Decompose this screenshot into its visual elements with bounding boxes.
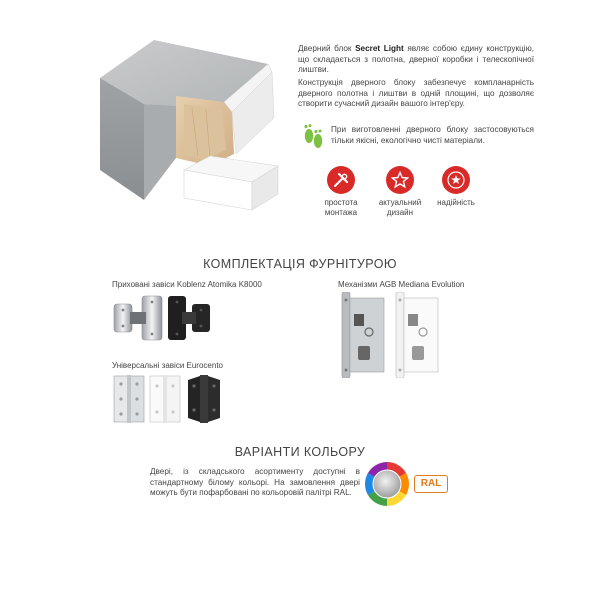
universal-hinge-white-image bbox=[148, 374, 182, 424]
universal-hinge-black-image bbox=[186, 374, 222, 424]
ral-badge: RAL bbox=[414, 475, 448, 493]
universal-hinge-chrome-image bbox=[112, 374, 146, 424]
intro-paragraph-2: Конструкція дверного блоку забезпечує компланарність дверного полотна і лиштви в одній площині, що дозволяє створити сучасний дизайн вашого інтер'єру. bbox=[298, 78, 534, 109]
color-variants-text: Двері, із складського асортименту доступні в стандартному білому кольорі. На замовлення двері можуть бути пофарбовані по кольоровій палітрі RAL. bbox=[150, 467, 360, 498]
feature-reliability: надійність bbox=[428, 166, 484, 208]
locks-label: Механізми AGB Mediana Evolution bbox=[338, 280, 465, 289]
color-wheel-icon bbox=[364, 461, 410, 507]
lock-mechanism-white-image bbox=[392, 292, 442, 378]
feature-easy-install: простота монтажа bbox=[316, 166, 366, 217]
door-block-illustration bbox=[92, 38, 288, 214]
feature-modern-design: актуальний дизайн bbox=[372, 166, 428, 217]
brand-name: Secret Light bbox=[355, 44, 404, 53]
hidden-hinge-black-image bbox=[166, 292, 214, 344]
premium-quality-icon bbox=[442, 166, 470, 194]
lock-mechanism-chrome-image bbox=[338, 292, 388, 378]
hidden-hinge-chrome-image bbox=[112, 292, 164, 344]
eco-text: При виготовленні дверного блоку застосовуються тільки якісні, екологічно чисті матеріали. bbox=[331, 125, 534, 145]
hardware-heading: КОМПЛЕКТАЦІЯ ФУРНІТУРОЮ bbox=[203, 257, 397, 271]
intro-paragraph-1: Дверний блок Secret Light являє собою єдину конструкцію, що складається з полотна, дверної коробки і телескопічної лиштви. bbox=[298, 44, 534, 75]
footprint-eco-icon bbox=[300, 123, 326, 153]
badge-ring bbox=[446, 170, 466, 190]
hidden-hinges-label: Приховані завіси Koblenz Atomika K8000 bbox=[112, 280, 262, 289]
tools-icon bbox=[327, 166, 355, 194]
star-icon bbox=[386, 166, 414, 194]
universal-hinges-label: Універсальні завіси Eurocento bbox=[112, 361, 223, 370]
color-variants-heading: ВАРІАНТИ КОЛЬОРУ bbox=[234, 445, 366, 459]
